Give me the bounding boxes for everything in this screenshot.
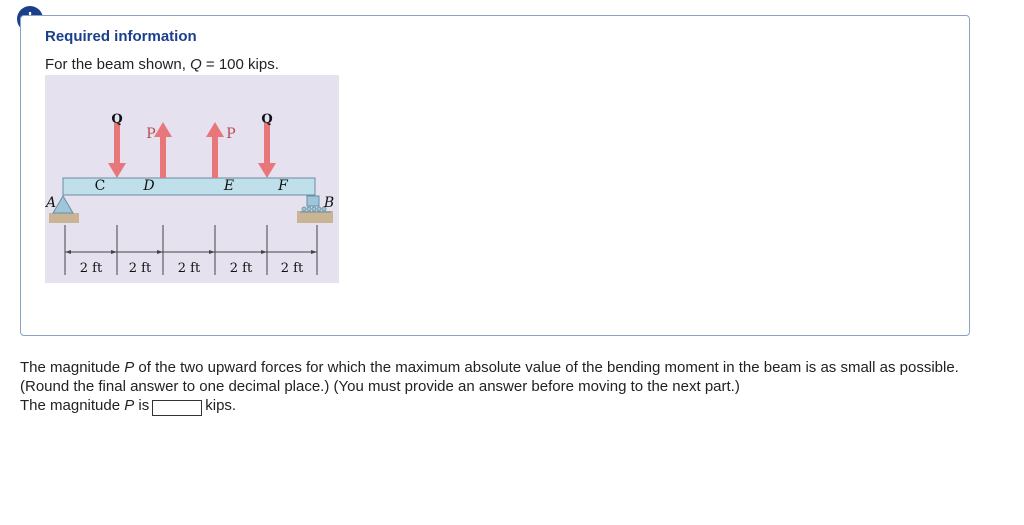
required-information-title: Required information bbox=[45, 28, 197, 45]
answer-unit: kips. bbox=[205, 397, 237, 414]
force-q-left-arrow bbox=[108, 163, 126, 178]
force-q-right-arrow bbox=[258, 163, 276, 178]
label-b: B bbox=[323, 195, 335, 211]
dimension-label: 2 ft bbox=[229, 261, 253, 276]
roller-support-icon bbox=[307, 196, 319, 206]
force-p-left-arrow bbox=[154, 122, 172, 137]
label-q-right: Q bbox=[261, 112, 273, 127]
dimension-label: 2 ft bbox=[280, 261, 304, 276]
beam-info-text: For the beam shown, Q = 100 kips. bbox=[45, 56, 279, 73]
dimension-label: 2 ft bbox=[79, 261, 103, 276]
label-q-left: Q bbox=[111, 112, 123, 127]
label-p-left: P bbox=[146, 126, 156, 142]
answer-input[interactable] bbox=[152, 400, 202, 416]
ground-right bbox=[297, 211, 333, 223]
question-text: The magnitude P of the two upward forces for which the maximum absolute value of the bending moment in the beam is as small as possible. (Round the final answer to one decimal place.) (You must provide an answer before moving to the next part.) The magnitude P is kips. bbox=[20, 359, 959, 414]
dimension-label: 2 ft bbox=[128, 261, 152, 276]
label-d: D bbox=[143, 178, 155, 194]
force-p-right-arrow bbox=[206, 122, 224, 137]
label-c: C bbox=[94, 178, 106, 194]
beam-diagram bbox=[45, 75, 339, 283]
label-e: E bbox=[223, 178, 235, 194]
label-a: A bbox=[45, 195, 57, 211]
ground-left bbox=[49, 213, 79, 223]
label-f: F bbox=[278, 178, 288, 194]
label-p-right: P bbox=[226, 126, 236, 142]
beam-figure bbox=[45, 75, 339, 283]
dimension-label: 2 ft bbox=[177, 261, 201, 276]
